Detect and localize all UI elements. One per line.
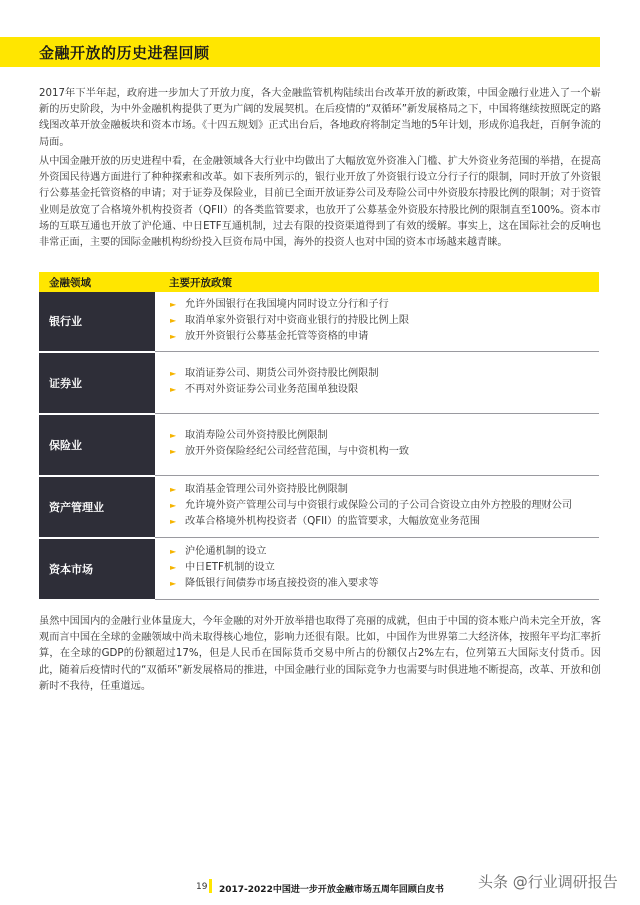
- paragraph-intro: 2017年下半年起，政府进一步加大了开放力度，各大金融监管机构陆续出台改革开放的新政策，中国金融行业进入了一个崭新的历史阶段，为中外金融机构提供了更为广阔的发展契机。在后疫情的“双循环”新发展格局之下，中国将继续按照既定的路线图改革开放金融板块和资本市场。《十四五规划》正式出台后，各地政府将制定当地的5年计划，形成你追我赶，百舸争流的局面。: [39, 88, 601, 148]
- bullet-icon: ►: [170, 547, 177, 556]
- policy-item: ► 放开外资银行公募基金托管等资格的申请: [169, 329, 599, 345]
- bullet-icon: ►: [170, 447, 177, 456]
- table-header-row: [39, 272, 599, 292]
- policy-item: ► 取消证券公司、期货公司外资持股比例限制: [169, 366, 599, 382]
- section-header-bar: [0, 37, 600, 67]
- policy-item: ► 不再对外资证券公司业务范围单独设限: [169, 382, 599, 398]
- bullet-icon: ►: [170, 431, 177, 440]
- section-title: 金融开放的历史进程回顾: [39, 44, 210, 62]
- policy-cell: [155, 352, 599, 414]
- bullet-icon: ►: [170, 485, 177, 494]
- policy-item: ► 改革合格境外机构投资者（QFII）的监管要求，大幅放宽业务范围: [169, 514, 599, 530]
- policy-item: ► 取消单家外资银行对中资商业银行的持股比例上限: [169, 313, 599, 329]
- header-sector: 金融领域: [39, 272, 155, 292]
- page-number: 19: [196, 882, 208, 892]
- policy-table: [39, 272, 599, 601]
- policy-item: ► 中日ETF机制的设立: [169, 560, 599, 576]
- policy-item: ► 沪伦通机制的设立: [169, 544, 599, 560]
- policy-cell: [155, 292, 599, 352]
- paragraph-history: 从中国金融开放的历史进程中看，在金融领域各大行业中均做出了大幅放宽外资准入门槛、扩大外资业务范围的举措，在提高外资国民待遇方面进行了种种探索和改革。如下表所列示的，银行业开放了外资银行设立分行子行的限制，同时开放了外资银行公募基金托管资格的申请；对于证券及保险业，目前已全面开放证券公司及寿险公司中外资股东持股比例的限制；对于资管业则是放宽了合格境外机构投资者（QFII）的各类监管要求，也放开了公募基金外资股东持股比例的限制直至100%。资本市场的互联互通也开放了沪伦通、中日ETF互通机制，过去有限的投资渠道得到了有效的缓解。事实上，这在国际社会的反响也非常正面，主要的国际金融机构纷纷投入巨资布局中国，海外的投资人也对中国的资本市场越来越青睐。: [39, 156, 601, 249]
- bullet-icon: ►: [170, 300, 177, 309]
- table-row: [39, 476, 599, 538]
- sector-cell: 资本市场: [39, 538, 155, 600]
- table-row: [39, 352, 599, 414]
- bullet-icon: ►: [170, 316, 177, 325]
- policy-cell: [155, 476, 599, 538]
- header-policy: 主要开放政策: [155, 272, 599, 292]
- policy-item: ► 取消基金管理公司外资持股比例限制: [169, 482, 599, 498]
- policy-cell: [155, 414, 599, 476]
- watermark: 头条 @行业调研报告: [478, 873, 618, 891]
- table-row: [39, 414, 599, 476]
- bullet-icon: ►: [170, 501, 177, 510]
- bullet-icon: ►: [170, 332, 177, 341]
- sector-cell: 保险业: [39, 414, 155, 476]
- bullet-icon: ►: [170, 369, 177, 378]
- paragraph-conclusion: 虽然中国国内的金融行业体量庞大，今年金融的对外开放举措也取得了亮丽的成就，但由于中国的资本账户尚未完全开放，客观而言中国在全球的金融领域中尚未取得核心地位，影响力还很有限。比如，中国作为世界第二大经济体，按照年平均汇率折算，在全球的GDP的份额超过17%，但是人民币在国际货币交易中所占的份额仅占2%左右，位列第五大国际支付货币。因此，随着后疫情时代的“双循环”新发展格局的推进，中国金融行业的国际竞争力也需要与时俱进地不断提高，改革、开放和创新时不我待，任重道远。: [39, 616, 601, 692]
- bullet-icon: ►: [170, 563, 177, 572]
- sector-cell: 资产管理业: [39, 476, 155, 538]
- policy-item: ► 取消寿险公司外资持股比例限制: [169, 428, 599, 444]
- policy-item: ► 允许外国银行在我国境内同时设立分行和子行: [169, 297, 599, 313]
- footer-divider: [209, 879, 212, 893]
- bullet-icon: ►: [170, 579, 177, 588]
- policy-item: ► 允许境外资产管理公司与中资银行或保险公司的子公司合资设立由外方控股的理财公司: [169, 498, 599, 514]
- bullet-icon: ►: [170, 517, 177, 526]
- footer-title: 2017-2022中国进一步开放金融市场五周年回顾白皮书: [219, 885, 444, 895]
- policy-cell: [155, 538, 599, 600]
- sector-cell: 证券业: [39, 352, 155, 414]
- policy-item: ► 放开外资保险经纪公司经营范围，与中资机构一致: [169, 444, 599, 460]
- policy-item: ► 降低银行间债券市场直接投资的准入要求等: [169, 576, 599, 592]
- table-row: [39, 292, 599, 352]
- table-row: [39, 538, 599, 600]
- sector-cell: 银行业: [39, 292, 155, 352]
- bullet-icon: ►: [170, 385, 177, 394]
